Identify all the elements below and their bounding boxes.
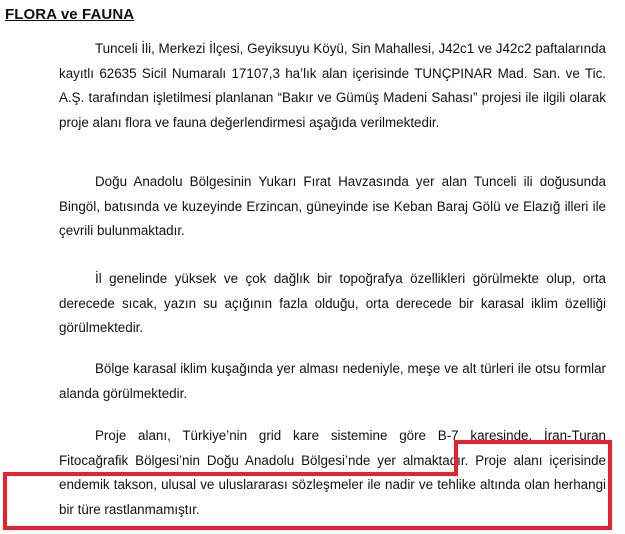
section-heading: FLORA ve FAUNA [5,6,135,23]
paragraph-text: Bölge karasal iklim kuşağında yer alması nedeniyle, meşe ve alt türleri ile otsu formlar alanda görülmektedir. [59,361,606,401]
paragraph-text: İl genelinde yüksek ve çok dağlık bir topoğrafya özellikleri görülmekte olup, orta derecede sıcak, yazın su açığının fazla olduğu, orta derecede bir karasal iklim özelliği görülmektedir. [59,271,606,335]
paragraph-text: Tunceli İli, Merkezi İlçesi, Geyiksuyu Köyü, Sin Mahallesi, J42c1 ve J42c2 paftalarında kayıtlı 62635 Sicil Numaralı 17107,3 ha’lık alan içerisinde TUNÇPINAR Mad. San. ve Tic. A.Ş. tarafından işletilmesi planlanan “Bakır ve Gümüş Madeni Sahası” projesi ile ilgili olarak proje alanı flora ve fauna değerlendirmesi aşağıda verilmektedir. [59,41,606,130]
paragraph-project-intro [59,37,606,135]
paragraph-location [59,170,606,244]
highlight-box-join [3,472,458,476]
paragraph-climate [59,267,606,341]
paragraph-text: Doğu Anadolu Bölgesinin Yukarı Fırat Havzasında yer alan Tunceli ili doğusunda Bingöl, batısında ve kuzeyinde Erzincan, güneyinde ise Keban Baraj Gölü ve Elazığ illeri ile çevrili bulunmaktadır. [59,174,606,238]
highlighted-text: Proje alanı içerisinde endemik takson, ulusal ve uluslararası sözleşmeler ile nadir ve tehlike altında olan herhangi bir türe rastlanmamıştır. [59,452,606,517]
paragraph-vegetation [59,357,606,406]
paragraph-text-part1: Proje alanı, Türkiye’nin grid kare sistemine göre B-7 karesinde, İran-Turan Fitocağrafik Bölgesi’nin Doğu Anadolu Bölgesi’nde yer almaktadır. [59,428,606,468]
